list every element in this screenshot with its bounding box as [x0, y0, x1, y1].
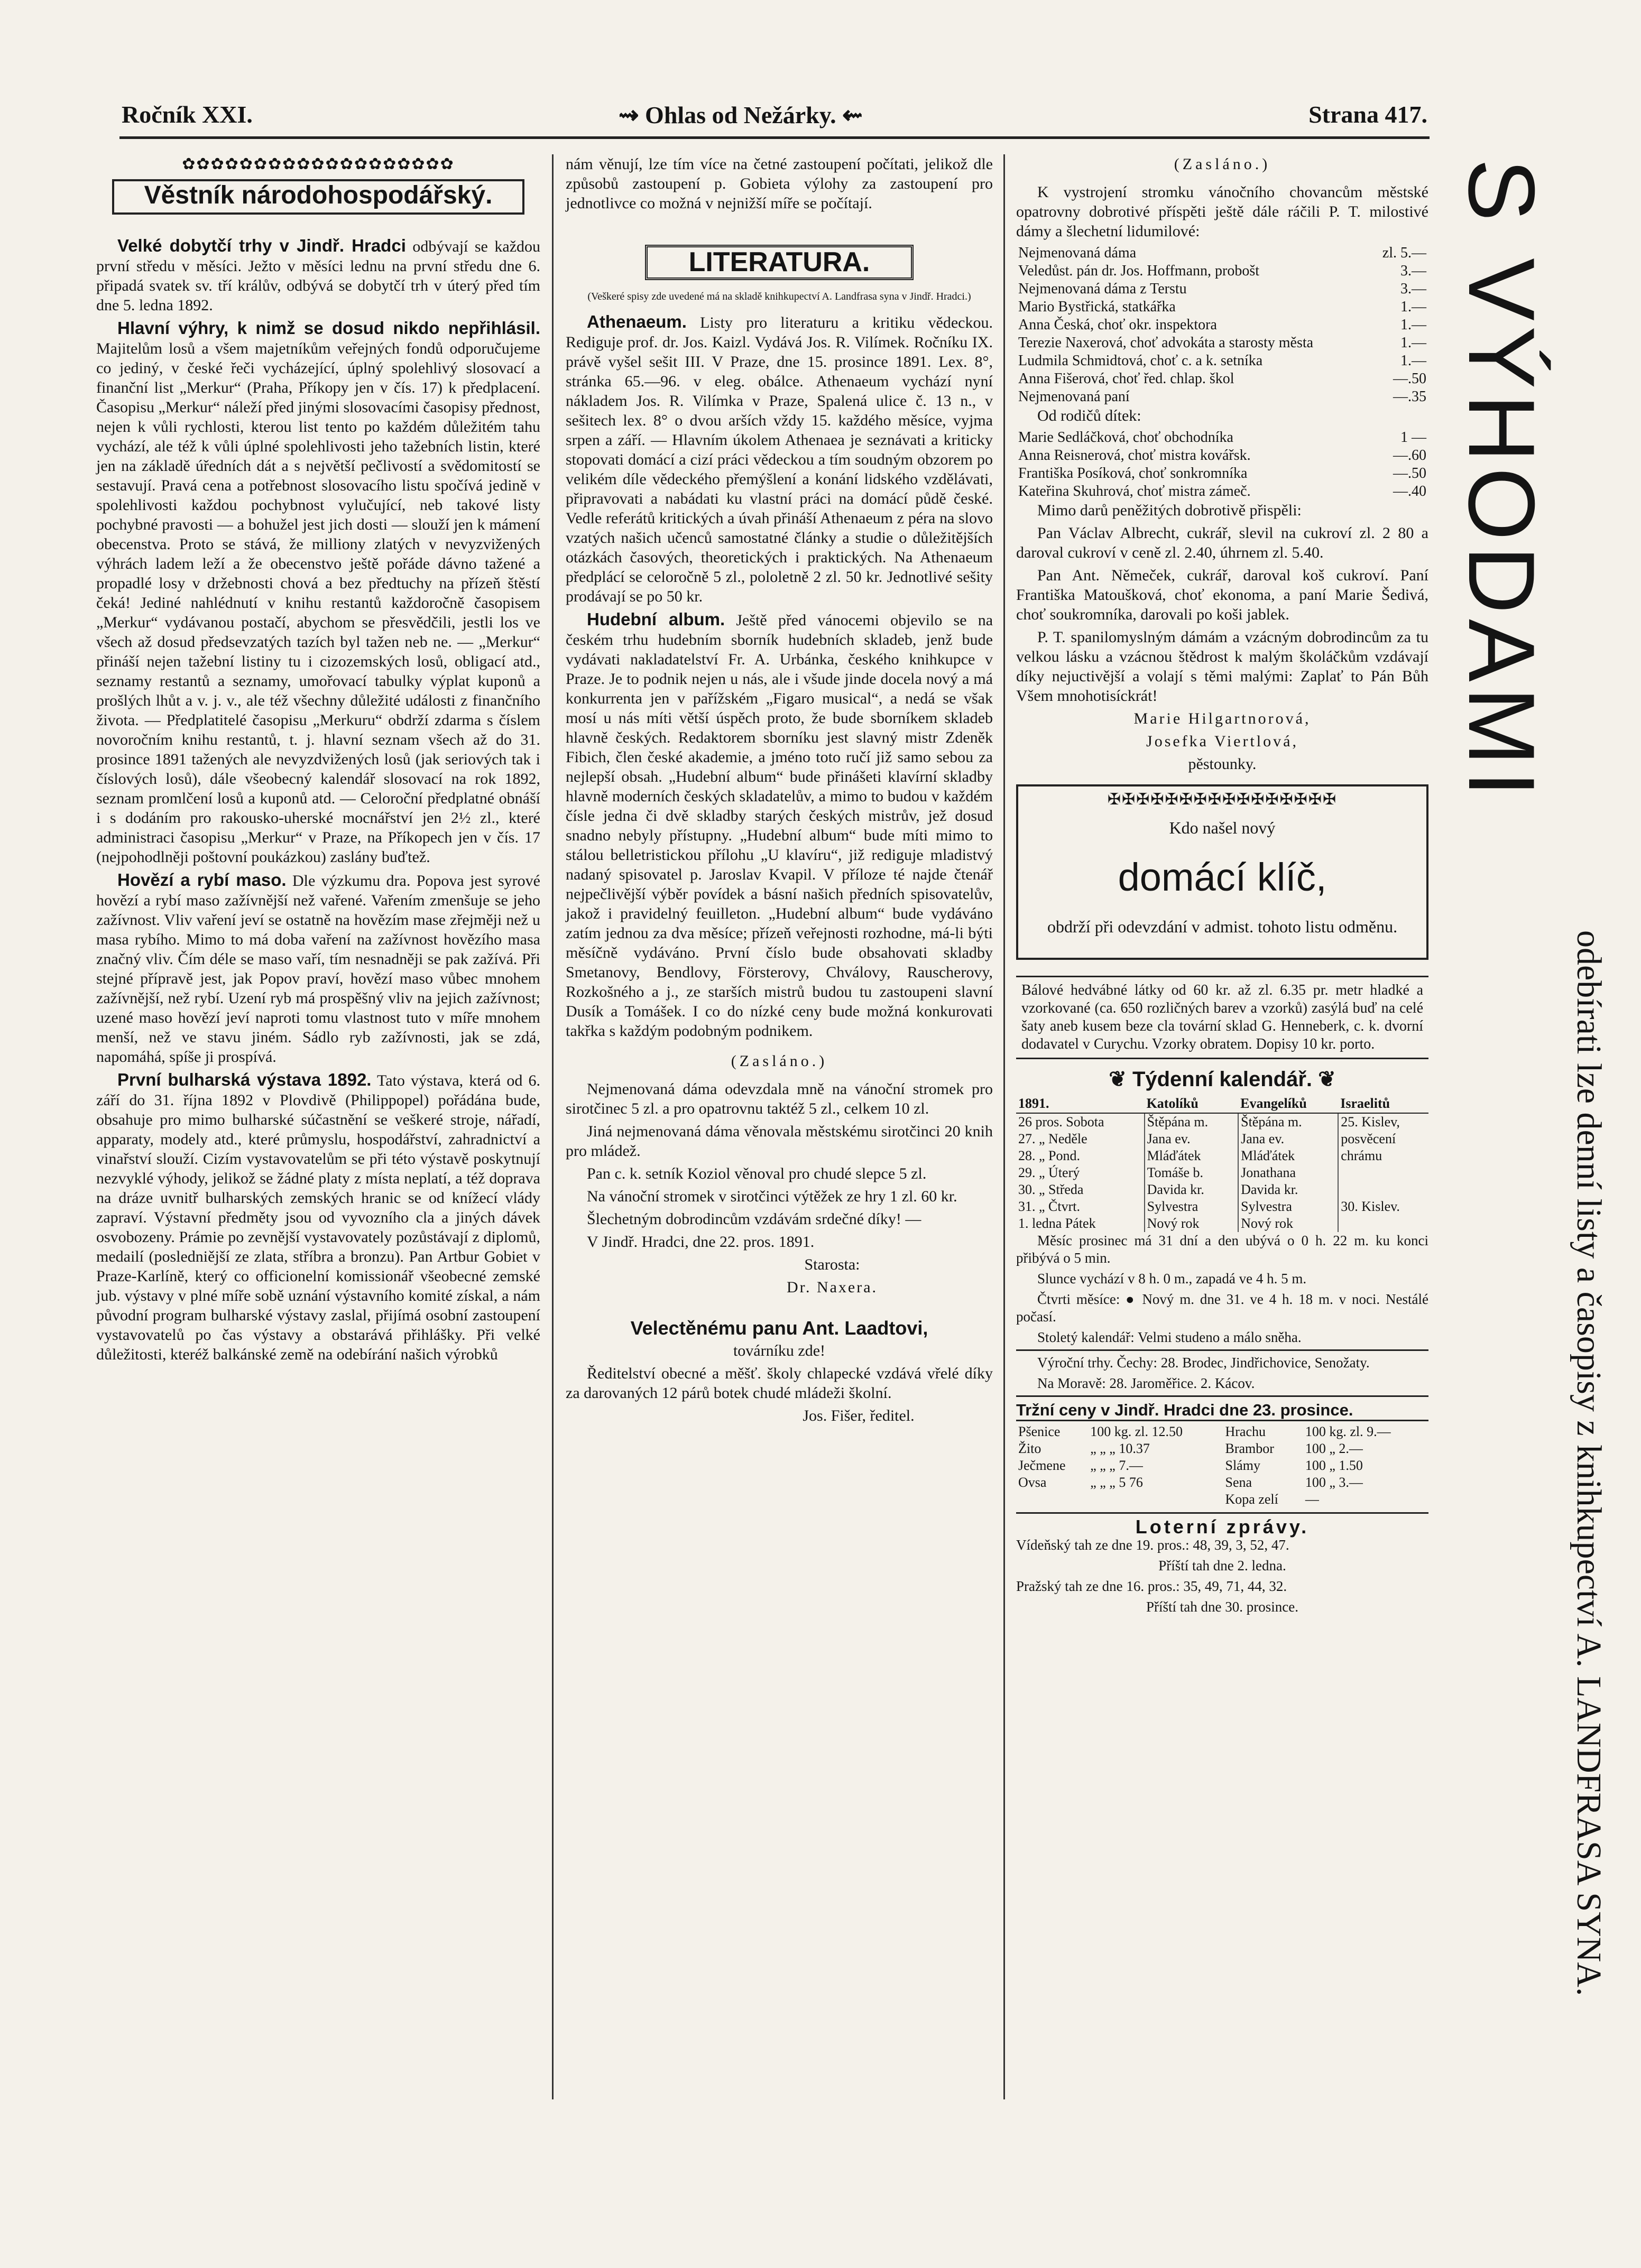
donor-amount: —.50	[1393, 465, 1426, 482]
cell: 1. ledna Pátek	[1016, 1215, 1145, 1232]
donor-name: Mario Bystřická, statkářka	[1018, 299, 1176, 315]
donor-amount: 1.—	[1400, 317, 1426, 333]
article-text: Ještě před vánocemi objevilo se na českém trhu hudebním sborník hudebních skladeb, jenž bude vydávati nakladatelství Fr. A. Urbánka, českého knihkupce v Praze. Je to podnik nejen u nás, ale i všude jinde docela nový a má konkurrenta jen v pařížském „Figaro musical“, a nedá se však mosí u nás míti větší úspěch proto, že bude sborníkem skladeb hlavně českých. Redaktorem sborníku jest slavný mistr Zdeněk Fibich, člen české akademie, a jméno toto ručí již samo sebou za nejlepší obsah. „Hudební album“ bude přinášeti klavírní skladby hlavně moderních českých skladatelův, a mimo to budou v každém čísle jedna či dvě skladby starých českých mistrův, jež dosud snadno nebyly přístupny. „Hudební album“ bude míti mimo to stálou belletristickou přílohu „U klavíru“, již rediguje mladistvý nadaný spisovatel p. Jaroslav Kvapil. V příloze té najde čtenář nejpečlivější výběr povídek a básní našich předních spisovatelův, jakož i pravidelný feuilleton. „Hudební album“ bude vydáváno zatím jednou za dva měsíce; přízeň veřejnosti rozhodne, má-li býti měsíčně vydáváno. První číslo bude obsahovati skladby Smetanovy, Bendlovy, Försterovy, Chválovy, Rauscherovy, Rozkošného a j., ze starších mistrů budou tu zastoupeni slavní Dusík a Tomášek. I co do nízké ceny bude možná konkurovati takřka s každým podobným podnikem.	[566, 612, 993, 1040]
cell: Nový rok	[1238, 1215, 1338, 1232]
table-row	[1016, 1131, 1428, 1147]
donor-name: Veledůst. pán dr. Jos. Hoffmann, probošt	[1018, 263, 1259, 279]
table-row	[1016, 1457, 1428, 1474]
notice-intro: Kdo našel nový	[1169, 818, 1276, 837]
cell: Štěpána m.	[1145, 1113, 1239, 1131]
cell: Jana ev.	[1145, 1131, 1239, 1147]
article-heading: Velké dobytčí trhy v Jindř. Hradci	[117, 236, 406, 255]
section-title: LITERATURA.	[688, 247, 870, 277]
table-row	[1016, 1164, 1428, 1181]
donor-amount: 1.—	[1400, 353, 1426, 369]
calendar-note: Čtvrti měsíce: ● Nový m. dne 31. ve 4 h. 18 m. v noci. Nestálé počasí.	[1016, 1291, 1428, 1325]
table-row	[1016, 370, 1428, 388]
cell: 26 pros. Sobota	[1016, 1113, 1145, 1131]
article-text: Listy pro literaturu a kritiku vědeckou. Rediguje prof. dr. Jos. Kaizl. Vydává Jos. R. Vilímek. Ročníku IX. právě vyšel sešit III. V Praze, dne 15. prosince 1891. Lex. 8°, stránka 65.—96. v eleg. obálce. Athenaeum vychází nyní nákladem Jos. R. Vilímka v Praze, Spalená ulice č. 13 n., v sešitech lex. 8° o dvou arších vždy 15. každého měsíce, vyjma srpen a září. — Hlavním úkolem Athenaea je seznávati a kriticky stopovati domácí a cizí práci vědeckou a tím soudným obzorem po velikém díle vědeckého přemýšlení a konání lidského vzdělávati, připravovati a nabádati ku vlastní práci na domácí půdě české. Vedle referátů kritických a úvah přináší Athenaeum z péra na slovo vzatých našich učenců samostatné články a studie o důležitějších otázkách časových, theoretických i praktických. Na Athenaeum předplácí se celoročně 5 zl., pololetně 2 zl. 50 kr. Jednotlivé sešity prodávají se po 50 kr.	[566, 314, 993, 605]
table-row	[1016, 1113, 1428, 1131]
cell: 100 „ 1.50	[1305, 1458, 1363, 1473]
donation-text: Na vánoční stromek v sirotčinci výtěžek ze hry 1 zl. 60 kr.	[587, 1188, 957, 1205]
table-row	[1016, 1147, 1428, 1164]
fairs-text: Na Moravě: 28. Jaroměřice. 2. Kácov.	[1016, 1375, 1428, 1397]
lottery-result: Vídeňský tah ze dne 19. pros.: 48, 39, 3, 52, 47.	[1016, 1537, 1289, 1553]
donation-text: Pan Ant. Němeček, cukrář, daroval koš cukroví. Paní Františka Matoušková, choť ekonoma, a paní Marie Šedivá, choť soukromníka, darovali po koši jablek.	[1016, 567, 1428, 623]
cell: Nový rok	[1145, 1215, 1239, 1232]
donation-text: P. T. spanilomyslným dámám a vzácným dobrodincům za tu velkou lásku a vzácnou štědrost k malým školáčkům vzdávají díky nejuctivější a volají s těmi malými: Zaplať to Pán Bůh Všem mnohotisíckrát!	[1016, 628, 1428, 705]
article-heading: Hudební album.	[587, 609, 725, 629]
article-heading: Athenaeum.	[587, 312, 687, 331]
table-row	[1016, 1181, 1428, 1198]
column-literature	[566, 154, 993, 1429]
donation-text: Šlechetným dobrodincům vzdávám srdečné díky! —	[587, 1210, 921, 1228]
donor-name: Marie Sedláčková, choť obchodníka	[1018, 429, 1233, 446]
column-notices	[1016, 154, 1428, 1619]
cell: Kopa zelí	[1225, 1492, 1278, 1507]
cell: Jonathana	[1238, 1164, 1338, 1181]
signature-name: Marie Hilgartnorová,	[1133, 710, 1311, 727]
donor-name: Františka Posíková, choť sonkromníka	[1018, 465, 1248, 482]
cell	[1016, 1491, 1088, 1508]
volume-label: Ročník XXI.	[122, 101, 253, 128]
donor-amount: 1.—	[1400, 299, 1426, 315]
cell: 100 kg. zl. 9.—	[1305, 1424, 1391, 1439]
cell: Slámy	[1225, 1458, 1260, 1473]
article-bulgarian-expo	[96, 1070, 540, 1364]
cell: Sena	[1225, 1475, 1252, 1490]
cell: „ „ „ 5 76	[1090, 1475, 1143, 1490]
page-header	[122, 100, 1427, 137]
article-text: Dle výzkumu dra. Popova jest syrové hovězí a rybí maso zažívnější než vařené. Vařením zmenšuje se jeho zažívnost. Vliv vaření jeví se ostatně na hovězím mase zřejměji než u masa rybího. Mimo to má doba vaření na zažívnost hovězího masa značný vliv. Čím déle se maso vaří, tím nesnadněji se pak zažívá. Při stejné přípravě jest, jak Popov praví, hovězí maso vůbec mnohem zažívnější, než rybí. Uzení ryb má prospěšný vliv na jejich zažívnost; uzené maso hovězí jeví naproti tomu vlastnost tuto v míře mnohem menší, než ve stavu jiném. Sádlo ryb zažívnosti, jak se zdá, napomáhá, spíše ji prospívá.	[96, 872, 540, 1066]
article-text: odbývají se každou první středu v měsíci. Ježto v měsíci lednu na první středu dne 6. připadá svatek sv. tří králův, odbývá se dobytčí trh v úterý před tím dne 5. ledna 1892.	[96, 238, 541, 314]
cell: 27. „ Neděle	[1016, 1131, 1145, 1147]
cell: 100 „ 3.—	[1305, 1475, 1363, 1490]
letter-text: Ředitelství obecné a měšť. školy chlapecké vzdává vřelé díky za darovaných 12 párů botek chudé mládeži školní.	[566, 1365, 993, 1402]
article-text: Majitelům losů a všem majetníkům veřejných fondů odporučujeme co jediný, v české řeči vycházející, úplný spolehlivý slosovací a finanční list „Merkur“ (Praha, Příkopy jen v čís. 17) k předplacení. Časopisu „Merkur“ náleží před jinými slosovacími časopisy přednost, nejen k vůli rychlosti, kterou list tento po každém důležitém tahu vychází, ale též k vůli úplné spolehlivosti jeho tažebních listin, které jen na základě úředních dát a s největší pečlivostí a svědomitostí se sestavují. Pravá cena a potřebnost slosovacího listu spočívá jedině v spolehlivosti každou pochybnost vylučující, neb takové listy pochybné pravosti — a bohužel jest jich dosti — slouží jen k mámení obecenstva. Proto se stává, že milliony zlatých v nevyzvižených výhrách ladem leží a že obecenstvo ještě pořáde dávno tažené a propadlé losy v držebnosti chová a bez předtuchy na přízeň štěstí čeká! Jediné nahlédnutí v knihu restantů každoročně časopisem „Merkur“ vydávanou postačí, abychom se přesvědčili, jestli los ve všech až dosud předsevzatých tazích byl tažen neb ne. — „Merkur“ přináší nejen tažební listiny tu i cizozemských losů, obligací atd., seznamy restantů a seznamy, umořovací tabulky výplat kuponů a prošlých lhůt a v. j. v., ale též všechny důležité události z finančního života. — Předplatitelé časopisu „Merkuru“ obdrží zdarma s číslem novoročním knihu restantů, t. j. hlavní seznam všech až do 31. prosince 1891 tažených ale nevyzdvižených losů (jak seriových tak i číslových losů), dále všeobecný kalendář slosovací na rok 1892, seznam promlčení losů a kuponů atd. — Celoroční předplatné obnáší i s dodáním pro rakousko-uherské mocnářství jen 2½ zl., které administraci časopisu „Merkur“ v Praze, na Příkopech jen v čís. 17 (nejpohodlněji poštovní poukázkou) zaslány buďtež.	[96, 340, 540, 866]
cell: Pšenice	[1018, 1424, 1061, 1439]
column-divider	[552, 154, 554, 2099]
table-row	[1016, 483, 1428, 501]
table-row	[1016, 1423, 1428, 1440]
cell: Davida kr.	[1145, 1181, 1239, 1198]
donor-amount: 3.—	[1400, 281, 1426, 297]
donation-text: Jiná nejmenovaná dáma věnovala městskému sirotčinci 20 knih pro mládež.	[566, 1123, 993, 1160]
notice-text: obdrží při odevzdání v admist. tohoto listu odměnu.	[1047, 917, 1398, 936]
donor-table	[1016, 244, 1428, 406]
calendar-title	[1016, 1070, 1428, 1089]
donor-name: Terezie Naxerová, choť advokáta a starosty města	[1018, 335, 1314, 351]
table-row	[1016, 262, 1428, 280]
cell: Štěpána m.	[1238, 1113, 1338, 1131]
column-header: Katolíků	[1145, 1095, 1239, 1113]
calendar-note: Stoletý kalendář: Velmi studeno a málo sněha.	[1016, 1329, 1428, 1351]
section-banner-economy	[112, 179, 524, 215]
cell: 25. Kislev,	[1341, 1114, 1400, 1130]
article-heading: Hovězí a rybí maso.	[117, 870, 287, 890]
table-row	[1016, 352, 1428, 370]
letter-signature: Jos. Fišer, ředitel.	[803, 1407, 915, 1424]
table-row	[1016, 1198, 1428, 1215]
calendar-title-text: Týdenní kalendář.	[1132, 1068, 1313, 1091]
ornament-border: ✿✿✿✿✿✿✿✿✿✿✿✿✿✿✿✿✿✿✿	[182, 155, 455, 173]
donor-name: Nejmenovaná paní	[1018, 388, 1130, 405]
column-economy	[96, 154, 540, 1367]
article-music-album	[566, 609, 993, 1041]
side-ad-big-text: S VÝHODAMI	[1449, 159, 1554, 802]
cell: „ „ „ 7.—	[1090, 1458, 1143, 1473]
cell: „ „ „ 10.37	[1090, 1441, 1150, 1456]
lottery-result: Pražský tah ze dne 16. pros.: 35, 49, 71, 44, 32.	[1016, 1578, 1287, 1594]
cell: posvěcení	[1341, 1131, 1396, 1146]
cell: Tomáše b.	[1145, 1164, 1239, 1181]
cell: Hrachu	[1225, 1424, 1266, 1439]
column-divider	[1003, 154, 1005, 2099]
table-row	[1016, 334, 1428, 352]
table-header-row	[1016, 1095, 1428, 1113]
lost-key-notice	[1016, 784, 1428, 960]
weekly-calendar-table	[1016, 1095, 1428, 1232]
donor-amount: —.60	[1393, 447, 1426, 464]
donor-name: Ludmila Schmidtová, choť c. a k. setníka	[1018, 353, 1263, 369]
lottery-next: Příští tah dne 2. ledna.	[1158, 1558, 1286, 1573]
cell	[1088, 1491, 1223, 1508]
article-athenaeum	[566, 312, 993, 606]
table-row	[1016, 316, 1428, 334]
cell: Ovsa	[1018, 1475, 1047, 1490]
donor-name: Nejmenovaná dáma	[1018, 245, 1137, 261]
cell: 30. „ Středa	[1016, 1181, 1145, 1198]
parents-label: Od rodičů dítek:	[1037, 407, 1141, 424]
donor-name: Anna Fišerová, choť řed. chlap. škol	[1018, 371, 1234, 387]
silk-advertisement: Bálové hedvábné látky od 60 kr. až zl. 6.35 pr. metr hladké a vzorkované (ca. 650 rozličných barev a vzorků) zasýlá buď na celé šaty aneb kusem beze cla tovární sklad G. Henneberk, c. k. dvorní dodavatel v Curychu. Vzorky obratem. Dopisy 10 kr. porto.	[1016, 976, 1428, 1059]
donor-name: Anna Česká, choť okr. inspektora	[1018, 317, 1217, 333]
donation-text: Pan Václav Albrecht, cukrář, slevil na cukroví zl. 2 80 a daroval cukroví v ceně zl. 2.40, úhrnem zl. 5.40.	[1016, 524, 1428, 561]
page-number: Strana 417.	[1308, 101, 1427, 128]
donor-amount: —.40	[1393, 483, 1426, 499]
donor-amount: 1.—	[1400, 335, 1426, 351]
cell: Sylvestra	[1145, 1198, 1239, 1215]
cell: 100 kg. zl. 12.50	[1090, 1424, 1183, 1439]
column-header: Evangelíků	[1238, 1095, 1338, 1113]
article-heading: Hlavní výhry, k nimž se dosud nikdo nepřihlásil.	[117, 318, 540, 338]
cell: 30. Kislev.	[1341, 1199, 1400, 1214]
article-continuation: nám věnují, lze tím více na četné zastoupení počítati, jelikož dle způsobů zastoupení p. Gobieta výlohy za zastoupení pro jednotlivce co možná v nejnižší míře se počítají.	[566, 155, 993, 212]
donor-amount: —.50	[1393, 371, 1426, 387]
table-row	[1016, 298, 1428, 316]
letter-heading: Velectěnému panu Ant. Laadtovi,	[630, 1317, 928, 1339]
cell: Žito	[1018, 1441, 1041, 1456]
cell: Brambor	[1225, 1441, 1274, 1456]
newspaper-title: ⇝ Ohlas od Nežárky. ⇜	[619, 101, 863, 128]
table-row	[1016, 244, 1428, 262]
donor-amount: zl. 5.—	[1382, 245, 1426, 261]
donation-text: Pan c. k. setník Koziol věnoval pro chudé slepce 5 zl.	[587, 1165, 927, 1182]
signature-name: Dr. Naxera.	[786, 1279, 878, 1296]
table-row	[1016, 388, 1428, 406]
table-row	[1016, 429, 1428, 447]
table-row	[1016, 447, 1428, 465]
cell: Mláďátek	[1238, 1147, 1338, 1164]
cell	[1338, 1181, 1428, 1198]
place-date: V Jindř. Hradci, dne 22. pros. 1891.	[587, 1233, 815, 1251]
table-row	[1016, 280, 1428, 298]
donor-name: Kateřina Skuhrová, choť mistra zámeč.	[1018, 483, 1251, 499]
zaslano-heading: (Zasláno.)	[1174, 155, 1271, 173]
lottery-next: Příští tah dne 30. prosince.	[1146, 1599, 1298, 1615]
ornament-icon: ❦	[1312, 1068, 1336, 1091]
table-row	[1016, 1440, 1428, 1457]
cell: Davida kr.	[1238, 1181, 1338, 1198]
market-prices-title: Tržní ceny v Jindř. Hradci dne 23. prosince.	[1016, 1400, 1428, 1421]
column-header: 1891.	[1016, 1095, 1145, 1113]
article-heading: První bulharská výstava 1892.	[117, 1070, 372, 1089]
zaslano-heading: (Zasláno.)	[731, 1052, 828, 1070]
notice-headline: domácí klíč,	[1118, 855, 1327, 899]
cell	[1338, 1215, 1428, 1232]
cell: 29. „ Úterý	[1016, 1164, 1145, 1181]
column-header: Israelitů	[1338, 1095, 1428, 1113]
signature-role: Starosta:	[804, 1256, 860, 1273]
fairs-text: Výroční trhy. Čechy: 28. Brodec, Jindřichovice, Senožaty.	[1037, 1355, 1370, 1371]
donor-name: Anna Reisnerová, choť mistra kovářsk.	[1018, 447, 1251, 464]
cell: 100 „ 2.—	[1305, 1441, 1363, 1456]
parents-table	[1016, 429, 1428, 501]
section-banner-literature	[645, 245, 914, 280]
cell: Sylvestra	[1238, 1198, 1338, 1215]
article-text: Tato výstava, která od 6. září do 31. října 1892 v Plovdivě (Philippopel) pořádána bude, obsahuje pro mimo bulharské súčastnění se veškeré stroje, nářadí, apparaty, modely atd., které průmyslu, hospodářství, zahradnictví a vinařství slouží. Cizím vystavovatelům se při této výstavě poskytnují nezvyklé výhody, jelikož se žádné platy z místa neplatí, a též doprava na dráze uvnitř bulharských zemských hranic se od knížecí vlády zapraví. Výstavní předměty jsou od vyvozního cla a jiných dávek osvobozeny. Prámie po zevnější vystavovately pozůstávají z diplomů, medailí (posledniější ze zlata, stříbra a bronzu). Pan Artbur Gobiet v Praze-Karlíně, který co officionelní komissionář všeobecné zemské jub. výstavy v plné míře sobě uznání výstavního komité získal, a nám původní program bulharské výstavy zaslal, přijímá osobní zastoupení vystavovatelů po čas výstavy a obstarává přihlášky. Při velké důležitosti, kteréž balkánské země na odebírání našich výrobků	[96, 1072, 540, 1363]
cell: 31. „ Čtvrt.	[1016, 1198, 1145, 1215]
header-rule	[119, 136, 1430, 139]
cell: Ječmene	[1018, 1458, 1066, 1473]
ornament-icon: ❦	[1109, 1068, 1132, 1091]
calendar-note: Měsíc prosinec má 31 dní a den ubývá o 0 h. 22 m. ku konci přibývá o 5 min.	[1016, 1233, 1428, 1266]
article-lottery-wins	[96, 318, 540, 867]
cell	[1338, 1164, 1428, 1181]
cell: 28. „ Pond.	[1016, 1147, 1145, 1164]
ornament-border: ✠✠✠✠✠✠✠✠✠✠✠✠✠✠✠✠	[1107, 791, 1338, 808]
table-row	[1016, 1215, 1428, 1232]
signature-name: Josefka Viertlová,	[1146, 733, 1298, 750]
donation-text: Nejmenovaná dáma odevzdala mně na vánoční stromek pro sirotčinec 5 zl. a pro opatrovnu taktéž 5 zl., celkem 10 zl.	[566, 1080, 993, 1117]
side-ad-subline	[1560, 930, 1618, 2093]
cell: Mláďátek	[1145, 1147, 1239, 1164]
letter-subheading: továrníku zde!	[733, 1342, 826, 1359]
table-row	[1016, 465, 1428, 483]
cell: Jana ev.	[1238, 1131, 1338, 1147]
side-ad-small-text: odebírati lze denní listy a časopisy z knihkupectví A. LANDFRASA SYNA.	[1570, 930, 1608, 1996]
donor-amount: —.35	[1393, 388, 1426, 405]
market-prices-table	[1016, 1423, 1428, 1508]
donation-text: Mimo darů peněžitých dobrotivě přispěli:	[1037, 502, 1302, 519]
article-meat	[96, 870, 540, 1067]
cell: chrámu	[1341, 1148, 1382, 1163]
calendar-note: Slunce vychází v 8 h. 0 m., zapadá ve 4 h. 5 m.	[1037, 1271, 1307, 1286]
signature-role: pěstounky.	[1188, 755, 1257, 773]
donor-amount: 3.—	[1400, 263, 1426, 279]
donation-intro: K vystrojení stromku vánočního chovancům městské opatrovny dobrotivé příspěti ještě dále ráčili P. T. milostivé dámy a šlechetní lidumilové:	[1016, 183, 1428, 240]
side-ad-headline	[1449, 159, 1554, 2082]
section-title: Věstník národohospodářský.	[144, 181, 493, 209]
cell: —	[1305, 1492, 1319, 1507]
table-row	[1016, 1491, 1428, 1508]
literature-note: (Veškeré spisy zde uvedené má na skladě knihkupectví A. Landfrasa syna v Jindř. Hradci.)	[587, 291, 971, 302]
lottery-title: Loterní zprávy.	[1016, 1512, 1428, 1536]
article-cattle-fair	[96, 236, 540, 315]
donor-amount: 1 —	[1400, 429, 1426, 446]
donor-name: Nejmenovaná dáma z Terstu	[1018, 281, 1187, 297]
table-row	[1016, 1474, 1428, 1491]
